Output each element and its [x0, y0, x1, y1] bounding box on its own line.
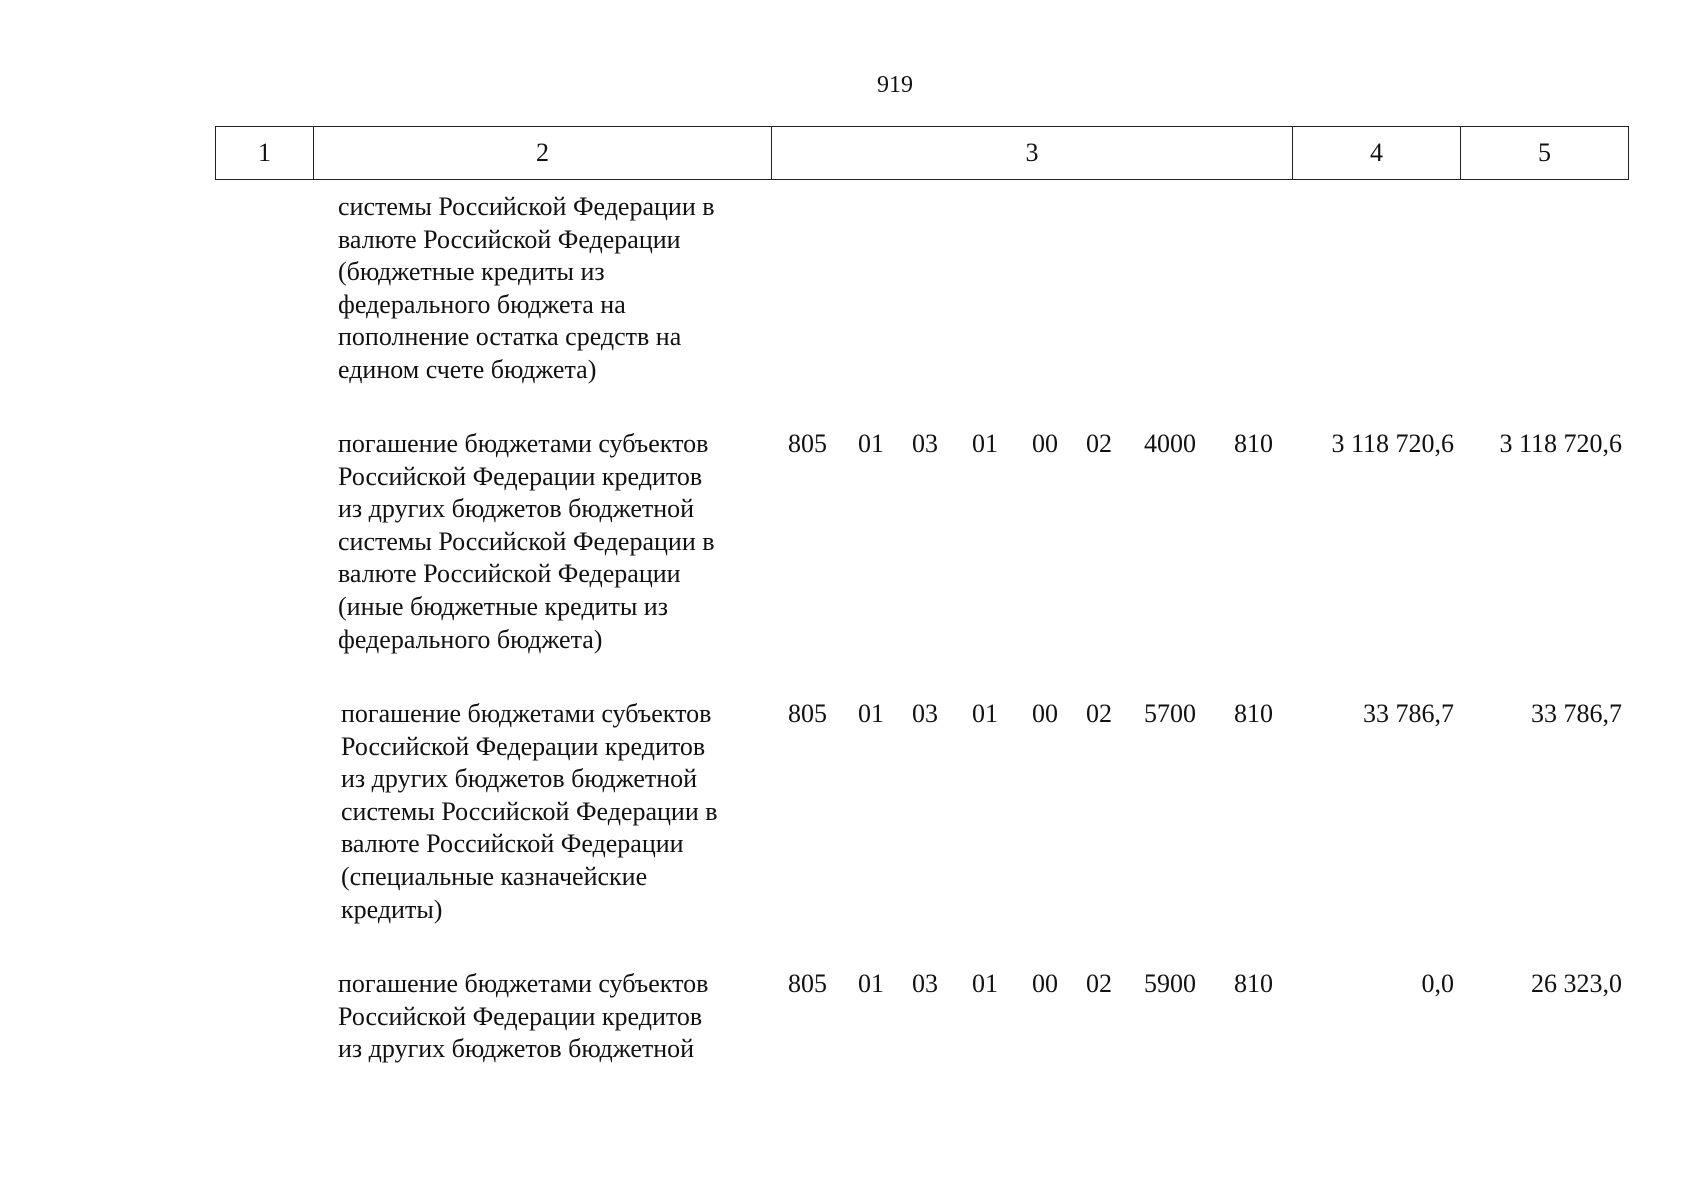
row-description: погашение бюджетами субъектов Российской Федерации кредитов из других бюджетов бюджетной [338, 969, 709, 1064]
code-element: 02 [1086, 969, 1112, 998]
code-admin: 805 [788, 969, 827, 998]
column-header-1: 1 [216, 127, 314, 180]
code-kosgu: 810 [1234, 429, 1273, 458]
code-group: 01 [858, 429, 884, 458]
code-kosgu: 810 [1234, 969, 1273, 998]
code-admin: 805 [788, 699, 827, 728]
code-article: 01 [972, 969, 998, 998]
amount-col5: 26 323,0 [1531, 969, 1622, 998]
code-element: 02 [1086, 429, 1112, 458]
row-description: погашение бюджетами субъектов Российской Федерации кредитов из других бюджетов бюджетной системы Российской Федерации в валюте Российской Федерации (специальные казначейские кредиты) [341, 699, 718, 924]
code-group: 01 [858, 969, 884, 998]
column-header-5: 5 [1461, 127, 1629, 180]
column-header-row [216, 127, 1629, 180]
code-group: 01 [858, 699, 884, 728]
row-description: системы Российской Федерации в валюте Российской Федерации (бюджетные кредиты из федерального бюджета на пополнение остатка средств на едином счете бюджета) [338, 192, 715, 384]
code-kosgu: 810 [1234, 699, 1273, 728]
column-header-table [215, 126, 1629, 180]
code-admin: 805 [788, 429, 827, 458]
amount-col4: 33 786,7 [1363, 699, 1454, 728]
code-subgroup: 03 [912, 429, 938, 458]
column-header-4: 4 [1293, 127, 1461, 180]
row-description: погашение бюджетами субъектов Российской Федерации кредитов из других бюджетов бюджетной системы Российской Федерации в валюте Российской Федерации (иные бюджетные кредиты из федерального бюджета) [338, 429, 715, 654]
code-subarticle: 00 [1032, 429, 1058, 458]
code-article: 01 [972, 699, 998, 728]
code-element: 02 [1086, 699, 1112, 728]
code-subgroup: 03 [912, 969, 938, 998]
amount-col4: 0,0 [1421, 969, 1454, 998]
amount-col5: 3 118 720,6 [1499, 429, 1622, 458]
page-number: 919 [877, 72, 913, 98]
code-program: 5900 [1144, 969, 1196, 998]
code-subarticle: 00 [1032, 969, 1058, 998]
code-subarticle: 00 [1032, 699, 1058, 728]
column-header-2: 2 [314, 127, 772, 180]
code-program: 4000 [1144, 429, 1196, 458]
code-article: 01 [972, 429, 998, 458]
code-program: 5700 [1144, 699, 1196, 728]
code-subgroup: 03 [912, 699, 938, 728]
amount-col4: 3 118 720,6 [1331, 429, 1454, 458]
amount-col5: 33 786,7 [1531, 699, 1622, 728]
column-header-3: 3 [772, 127, 1293, 180]
